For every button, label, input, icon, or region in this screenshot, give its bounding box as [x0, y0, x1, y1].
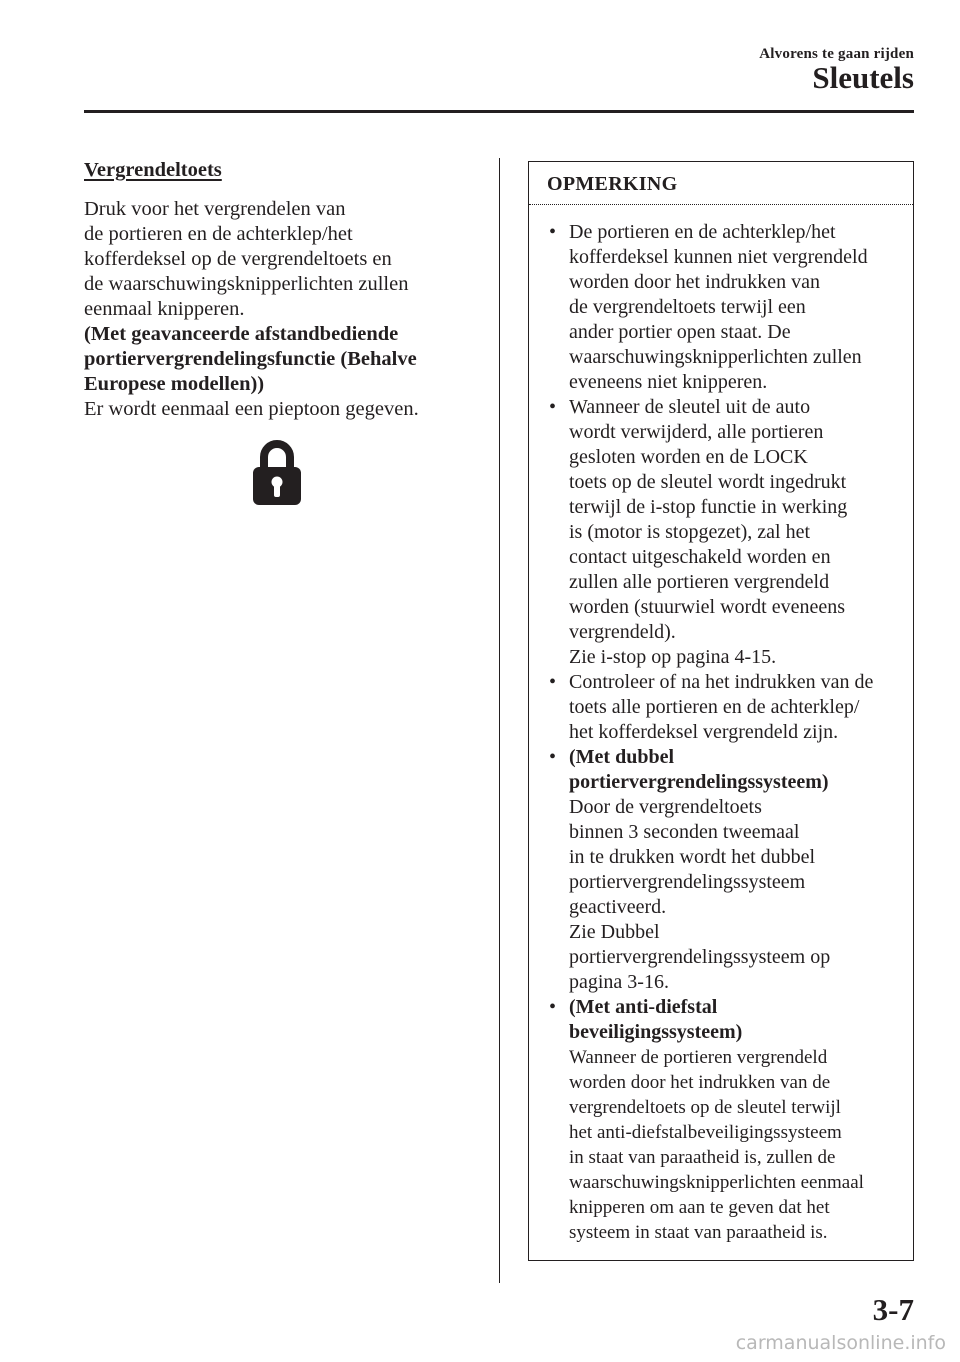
column-divider: [499, 158, 500, 1283]
note-item: [549, 995, 909, 1245]
running-header-section: Alvorens te gaan rijden: [759, 46, 914, 62]
note-item: [549, 220, 909, 395]
note-item-text: Door de vergrendeltoets binnen 3 seconden tweemaal in te drukken wordt het dubbel portiervergrendelingssysteem geactiveerd. Zie Dubbel portiervergrendelingssysteem op pagina 3-16.: [569, 796, 831, 993]
beep-text: Er wordt eenmaal een pieptoon gegeven.: [84, 398, 419, 420]
bullet: •: [549, 221, 557, 243]
condition-text: (Met geavanceerde afstandbediende portiervergrendelingsfunctie (Behalve Europese modellen)): [84, 323, 417, 395]
watermark: carmanualsonline.info: [735, 1332, 946, 1354]
bullet: •: [549, 746, 557, 768]
left-column: [84, 158, 484, 422]
page-title: Sleutels: [812, 60, 914, 95]
note-item-text: Wanneer de portieren vergrendeld worden door het indrukken van de vergrendeltoets op de sleutel terwijl het anti-diefstalbeveiligingssysteem in staat van paraatheid is, zullen de waarschuwingsknipperlichten eenmaal knipperen om aan te geven dat het systeem in staat van paraatheid is.: [569, 1047, 864, 1243]
note-item-condition: (Met anti-diefstal beveiligingssysteem): [569, 996, 743, 1043]
lock-icon: [252, 437, 302, 507]
header-rule: [84, 110, 914, 113]
note-box: [528, 161, 914, 1261]
bullet: •: [549, 671, 557, 693]
bullet: •: [549, 396, 557, 418]
note-item: [549, 745, 909, 995]
note-title: OPMERKING: [547, 173, 678, 195]
note-item-text: Wanneer de sleutel uit de auto wordt verwijderd, alle portieren gesloten worden en de LOCK toets op de sleutel wordt ingedrukt terwijl de i-stop functie in werking is (motor is stopgezet), zal het contact uitgeschakeld worden en zullen alle portieren vergrendeld worden (stuurwiel wordt eveneens vergrendeld). Zie i-stop op pagina 4-15.: [569, 396, 848, 668]
note-item-text: De portieren en de achterklep/het kofferdeksel kunnen niet vergrendeld worden door het indrukken van de vergrendeltoets terwijl een ander portier open staat. De waarschuwingsknipperlichten zullen eveneens niet knipperen.: [569, 221, 868, 393]
note-item-condition: (Met dubbel portiervergrendelingssysteem): [569, 746, 829, 793]
page-number: 3-7: [872, 1292, 914, 1327]
note-item: [549, 395, 909, 670]
bullet: •: [549, 996, 557, 1018]
section-heading: Vergrendeltoets: [84, 159, 222, 181]
note-item-text: Controleer of na het indrukken van de toets alle portieren en de achterklep/ het kofferdeksel vergrendeld zijn.: [569, 671, 874, 743]
body-paragraph: Druk voor het vergrendelen van de portieren en de achterklep/het kofferdeksel op de vergrendeltoets en de waarschuwingsknipperlichten zullen eenmaal knipperen.: [84, 198, 409, 320]
note-list: [549, 220, 909, 1245]
note-item: [549, 670, 909, 745]
note-divider: [529, 204, 913, 205]
